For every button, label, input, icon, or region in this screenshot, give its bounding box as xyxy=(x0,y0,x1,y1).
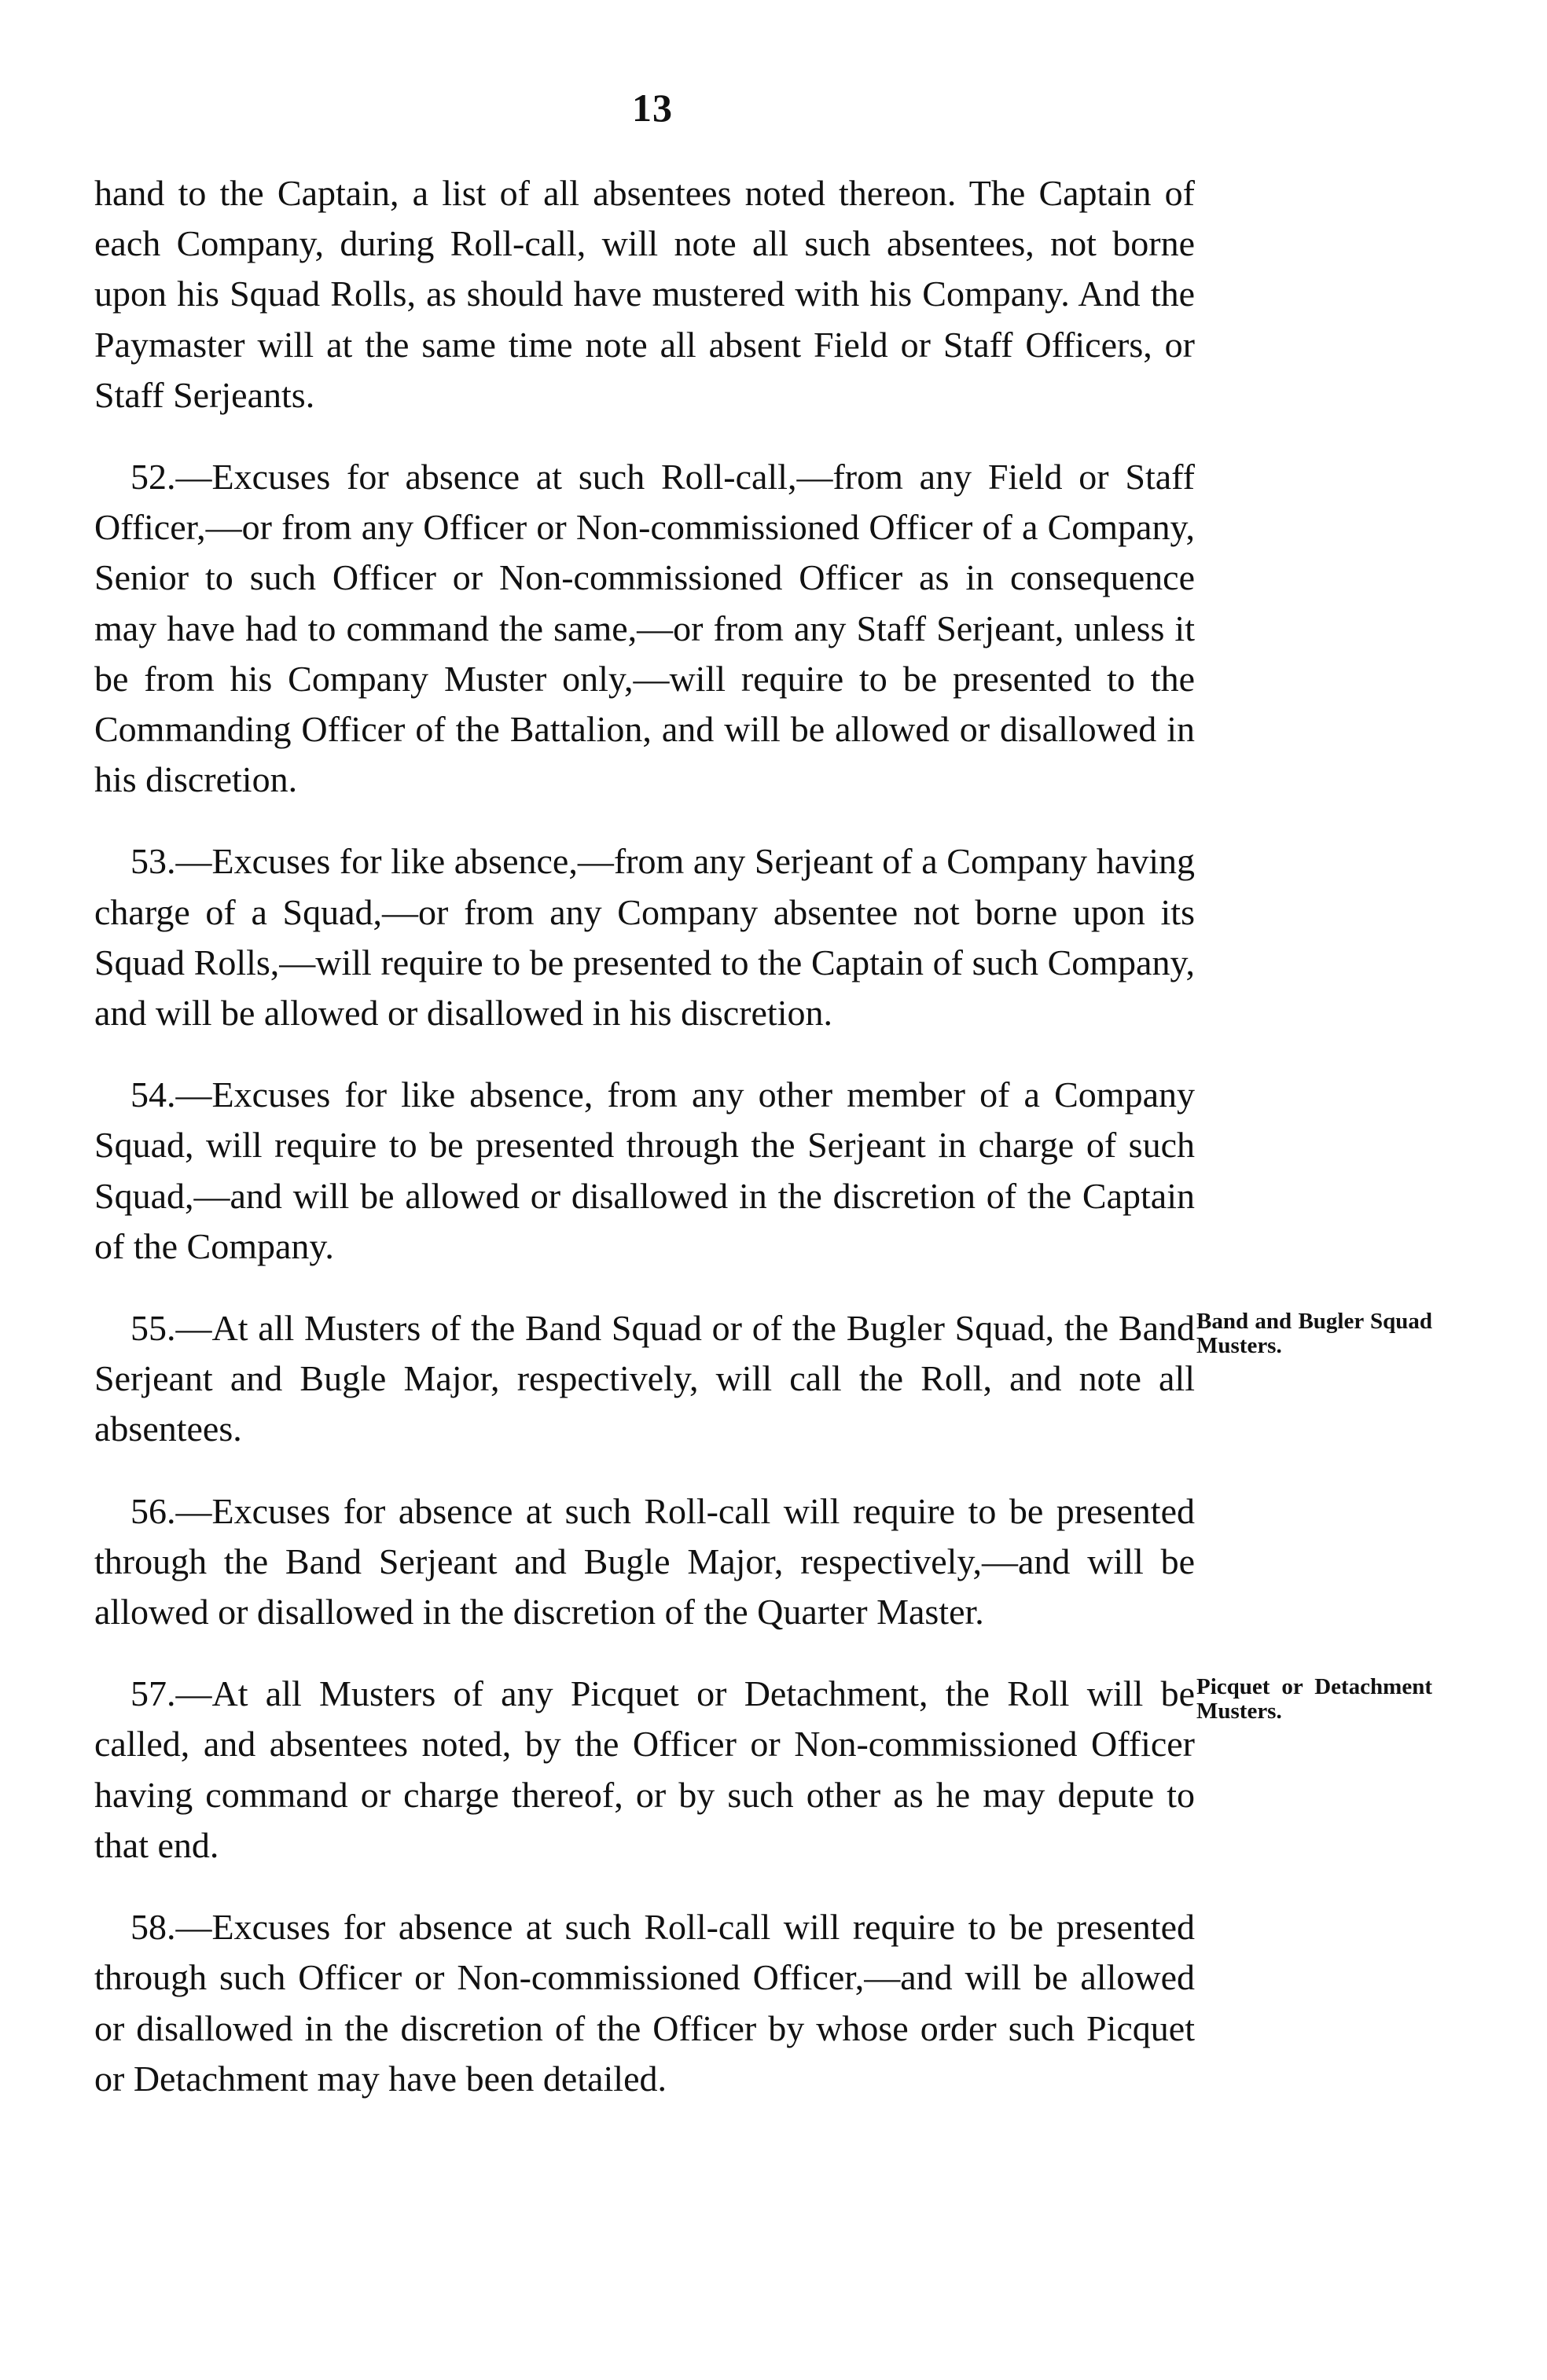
paragraph-52 xyxy=(94,452,1195,805)
paragraph-54 xyxy=(94,1070,1195,1272)
paragraph-continuation xyxy=(94,168,1195,421)
paragraph-text: 53.—Excuses for like absence,—from any Serjeant of a Company having charge of a Squad,—or from any Company absentee not borne upon its Squad Rolls,—will require to be presented to the Captain of such Company, and will be allowed or disallowed in his discretion. xyxy=(94,841,1195,1034)
paragraph-text: 54.—Excuses for like absence, from any other member of a Company Squad, will require to be presented through the Serjeant in charge of such Squad,—and will be allowed or disallowed in the discretion of the Captain of the Company. xyxy=(94,1074,1195,1266)
page-number: 13 xyxy=(632,86,673,130)
paragraph-57 xyxy=(94,1669,1432,1871)
paragraph-58 xyxy=(94,1902,1195,2104)
margin-note-picquet-detachment: Picquet or Detachment Musters. xyxy=(1196,1674,1432,1724)
margin-note-band-bugler: Band and Bugler Squad Musters. xyxy=(1196,1309,1432,1359)
paragraph-53 xyxy=(94,836,1195,1038)
paragraph-text: 56.—Excuses for absence at such Roll-call will require to be presented through the Band Serjeant and Bugle Major, respectively,—and will be allowed or disallowed in the discretion of the Quarter Master. xyxy=(94,1490,1195,1633)
paragraph-text: 52.—Excuses for absence at such Roll-call,—from any Field or Staff Officer,—or from any Officer or Non-commissioned Officer of a Company, Senior to such Officer or Non-commissioned Officer as in consequence may have had to command the same,—or from any Staff Serjeant, unless it be from his Company Muster only,—will require to be presented to the Commanding Officer of the Battalion, and will be allowed or disallowed in his discretion. xyxy=(94,457,1195,800)
paragraph-text: 55.—At all Musters of the Band Squad or of the Bugler Squad, the Band Serjeant and Bugle Major, respectively, will call the Roll, and note all absentees. xyxy=(94,1308,1195,1449)
page-body xyxy=(94,168,1432,2136)
paragraph-text: 58.—Excuses for absence at such Roll-call will require to be presented through such Officer or Non-commissioned Officer,—and will be allowed or disallowed in the discretion of the Officer by whose order such Picquet or Detachment may have been detailed. xyxy=(94,1907,1195,2099)
paragraph-56 xyxy=(94,1486,1195,1638)
paragraph-55 xyxy=(94,1303,1432,1455)
paragraph-text: hand to the Captain, a list of all absentees noted thereon. The Captain of each Company, during Roll-call, will note all such absentees, not borne upon his Squad Rolls, as should have mustered with his Company. And the Paymaster will at the same time note all absent Field or Staff Officers, or Staff Serjeants. xyxy=(94,173,1195,415)
paragraph-text: 57.—At all Musters of any Picquet or Detachment, the Roll will be called, and absentees noted, by the Officer or Non-commissioned Officer having command or charge thereof, or by such other as he may depute to that end. xyxy=(94,1673,1195,1865)
